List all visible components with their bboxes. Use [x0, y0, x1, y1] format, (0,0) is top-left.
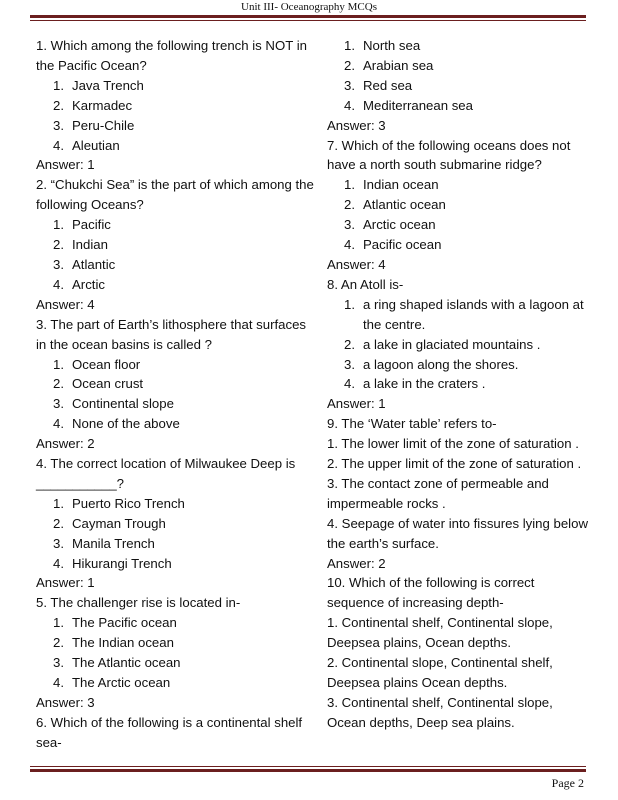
option-number: 4. — [53, 137, 64, 153]
option-number: 3. — [344, 77, 355, 93]
option-item — [327, 335, 589, 355]
question-text: 4. The correct location of Milwaukee Deep is ___________? — [36, 456, 296, 491]
option-list — [36, 355, 314, 435]
option-text: Pacific — [72, 217, 111, 233]
option-number: 3. — [344, 356, 355, 372]
option-text: Arctic ocean — [363, 217, 436, 233]
option-item — [327, 36, 589, 56]
option-text: Pacific ocean — [363, 237, 442, 253]
option-item — [327, 175, 589, 195]
option-number: 4. — [53, 276, 64, 292]
plain-option-text: 2. Continental slope, Continental shelf, Deepsea plains Ocean depths. — [327, 655, 553, 690]
option-list — [327, 175, 589, 255]
option-item — [36, 613, 314, 633]
answer-text: Answer: 1 — [327, 396, 386, 412]
answer-text: Answer: 3 — [327, 117, 386, 133]
option-item — [36, 76, 314, 96]
option-text: Manila Trench — [72, 535, 155, 551]
header-rule-thick — [30, 15, 586, 18]
question-text: 10. Which of the following is correct sequence of increasing depth- — [327, 575, 535, 611]
option-number: 1. — [344, 177, 355, 193]
option-text: Java Trench — [72, 77, 144, 93]
option-item — [36, 394, 314, 414]
answer-text: Answer: 1 — [36, 575, 95, 591]
option-number: 2. — [344, 336, 355, 352]
option-list — [36, 494, 314, 574]
option-number: 1. — [53, 615, 64, 631]
option-number: 1. — [344, 38, 355, 53]
answer-text: Answer: 2 — [327, 555, 386, 571]
option-text: Karmadec — [72, 97, 133, 113]
option-text: Indian ocean — [363, 177, 439, 193]
option-number: 3. — [53, 535, 64, 551]
question-text: 2. “Chukchi Sea” is the part of which among the following Oceans? — [36, 177, 314, 213]
option-text: The Indian ocean — [72, 635, 174, 651]
option-number: 1. — [53, 77, 64, 93]
option-number: 3. — [53, 655, 64, 671]
option-item — [36, 374, 314, 394]
option-item — [36, 96, 314, 116]
option-text: a lagoon along the shores. — [363, 356, 519, 372]
option-number: 4. — [53, 675, 64, 690]
option-text: Hikurangi Trench — [72, 555, 172, 571]
option-item — [36, 136, 314, 156]
option-number: 2. — [53, 515, 64, 531]
header-rule-thin — [30, 20, 586, 21]
plain-option-text: 3. The contact zone of permeable and impermeable rocks . — [327, 475, 549, 511]
option-number: 2. — [53, 376, 64, 392]
option-item — [327, 56, 589, 76]
option-text: a lake in glaciated mountains . — [363, 336, 541, 352]
option-text: Aleutian — [72, 137, 120, 153]
option-text: Atlantic ocean — [363, 197, 446, 213]
option-item — [36, 653, 314, 673]
option-item — [327, 76, 589, 96]
option-number: 1. — [53, 217, 64, 233]
question-text: 5. The challenger rise is located in- — [36, 595, 241, 611]
left-column — [36, 36, 314, 753]
option-text: Puerto Rico Trench — [72, 495, 185, 511]
option-list — [36, 613, 314, 693]
option-text: a lake in the craters . — [363, 376, 486, 392]
option-number: 4. — [344, 237, 355, 253]
option-item — [36, 633, 314, 653]
option-text: None of the above — [72, 416, 180, 432]
answer-text: Answer: 1 — [36, 157, 95, 173]
question-text: 3. The part of Earth’s lithosphere that surfaces in the ocean basins is called ? — [36, 316, 307, 352]
option-text: Indian — [72, 237, 108, 253]
option-list — [36, 215, 314, 295]
question-text: 1. Which among the following trench is NOT in the Pacific Ocean? — [36, 38, 307, 73]
plain-option-text: 1. Continental shelf, Continental slope, Deepsea plains, Ocean depths. — [327, 615, 553, 651]
answer-text: Answer: 4 — [327, 256, 386, 272]
plain-option-text: 2. The upper limit of the zone of saturation . — [327, 456, 582, 472]
option-text: a ring shaped islands with a lagoon at the centre. — [363, 296, 584, 332]
question-text: 7. Which of the following oceans does not have a north south submarine ridge? — [327, 137, 571, 173]
option-number: 3. — [344, 217, 355, 233]
page-header: Unit III- Oceanography MCQs — [241, 1, 377, 13]
option-number: 3. — [53, 117, 64, 133]
option-item — [327, 374, 589, 394]
option-number: 2. — [344, 197, 355, 213]
plain-option-text: 4. Seepage of water into fissures lying below the earth’s surface. — [327, 515, 588, 551]
option-text: North sea — [363, 38, 421, 53]
option-number: 3. — [53, 396, 64, 412]
option-number: 1. — [53, 495, 64, 511]
option-number: 2. — [53, 635, 64, 651]
option-text: Cayman Trough — [72, 515, 166, 531]
option-number: 4. — [344, 97, 355, 113]
option-number: 1. — [344, 296, 355, 312]
option-number: 2. — [53, 237, 64, 253]
option-item — [36, 534, 314, 554]
answer-text: Answer: 2 — [36, 436, 95, 452]
footer-rule-thin — [30, 766, 586, 767]
plain-option-text: 3. Continental shelf, Continental slope, Ocean depths, Deep sea plains. — [327, 694, 553, 730]
right-column — [327, 36, 589, 733]
option-item — [36, 355, 314, 375]
option-number: 3. — [53, 256, 64, 272]
answer-text: Answer: 4 — [36, 296, 95, 312]
option-number: 1. — [53, 356, 64, 372]
option-item — [36, 235, 314, 255]
option-item — [36, 275, 314, 295]
option-number: 2. — [53, 97, 64, 113]
option-text: The Pacific ocean — [72, 615, 177, 631]
option-item — [36, 414, 314, 434]
question-text: 9. The ‘Water table’ refers to- — [327, 416, 497, 432]
option-item — [327, 195, 589, 215]
option-number: 2. — [344, 57, 355, 73]
option-item — [36, 494, 314, 514]
option-item — [327, 96, 589, 116]
option-item — [36, 116, 314, 136]
option-text: The Atlantic ocean — [72, 655, 181, 671]
option-text: Ocean crust — [72, 376, 144, 392]
question-text: 8. An Atoll is- — [327, 276, 404, 292]
option-list — [327, 36, 589, 116]
option-item — [36, 255, 314, 275]
page-number: Page 2 — [551, 776, 584, 790]
question-text: 6. Which of the following is a continental shelf sea- — [36, 714, 303, 750]
answer-text: Answer: 3 — [36, 694, 95, 710]
option-text: Continental slope — [72, 396, 174, 412]
option-item — [36, 514, 314, 534]
option-text: Red sea — [363, 77, 413, 93]
footer-rule-thick — [30, 769, 586, 772]
option-text: Ocean floor — [72, 356, 141, 372]
option-item — [327, 295, 589, 335]
option-number: 4. — [53, 416, 64, 432]
plain-option-text: 1. The lower limit of the zone of saturation . — [327, 436, 579, 452]
option-list — [327, 295, 589, 395]
option-text: Atlantic — [72, 256, 116, 272]
option-item — [36, 554, 314, 574]
option-item — [327, 215, 589, 235]
option-item — [36, 215, 314, 235]
option-number: 4. — [53, 555, 64, 571]
option-item — [327, 355, 589, 375]
option-text: Peru-Chile — [72, 117, 135, 133]
option-item — [327, 235, 589, 255]
option-number: 4. — [344, 376, 355, 392]
option-list — [36, 76, 314, 156]
option-text: Arctic — [72, 276, 105, 292]
option-text: Mediterranean sea — [363, 97, 473, 113]
option-text: Arabian sea — [363, 57, 434, 73]
option-text: The Arctic ocean — [72, 675, 171, 690]
option-item — [36, 673, 314, 693]
